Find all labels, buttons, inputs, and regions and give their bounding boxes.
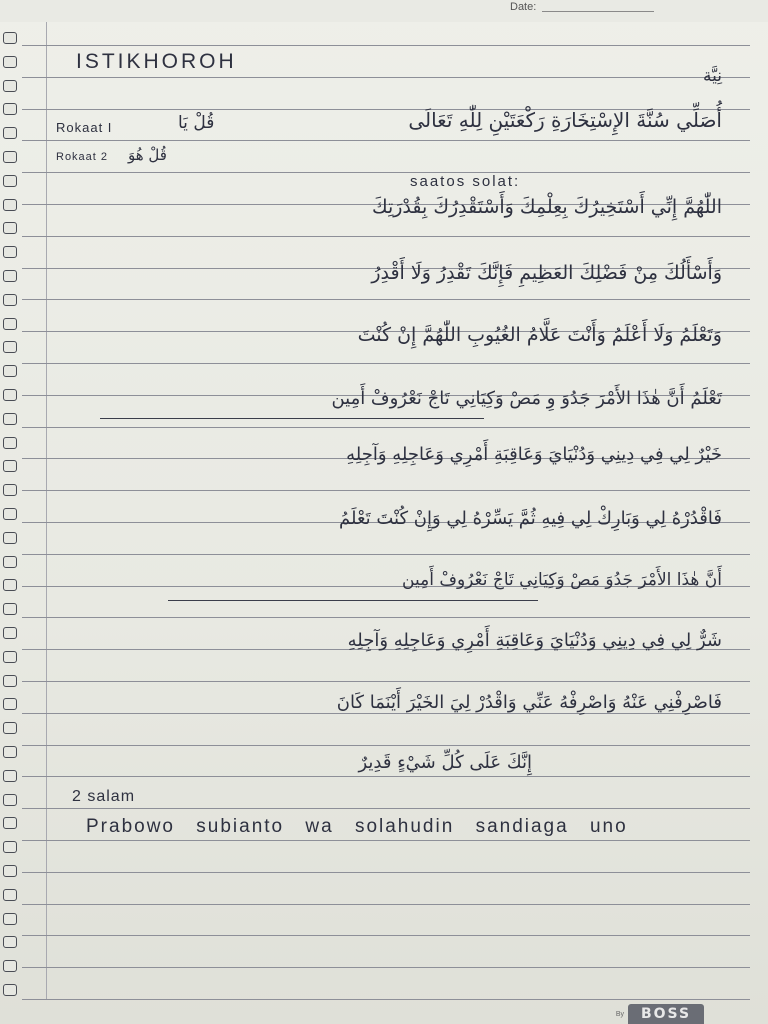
dua-line-1: اللّٰهُمَّ إِنِّي أَسْتَخِيرُكَ بِعِلْمِكَ وَأَسْتَقْدِرُكَ بِقُدْرَتِكَ <box>371 196 722 218</box>
salam-note: 2 salam <box>72 788 136 805</box>
ruled-line <box>22 299 750 300</box>
ruled-line <box>22 967 750 968</box>
dua-line-4: تَعْلَمُ أَنَّ هٰذَا الأَمْرَ جَدُوَ وِ مَصْ وَكِيَانِي تَاجْ نَعْرُوفْ أَمِين <box>331 388 722 409</box>
binding-hole <box>3 841 17 853</box>
date-line <box>542 11 654 12</box>
page-header-strip <box>0 0 768 22</box>
ruled-line <box>22 490 750 491</box>
ruled-line <box>22 172 750 173</box>
dua-line-7: أَنَّ هٰذَا الأَمْرَ جَدُوَ مَصْ وَكِيَانِي تَاجْ نَعْرُوفْ أَمِين <box>402 570 722 590</box>
binding-hole <box>3 103 17 115</box>
dua-line-4-underline <box>100 418 484 419</box>
binding-hole <box>3 80 17 92</box>
ruled-line <box>22 617 750 618</box>
binding-hole <box>3 460 17 472</box>
ruled-line <box>22 236 750 237</box>
binding-hole <box>3 579 17 591</box>
ruled-line <box>22 999 750 1000</box>
dua-line-7-underline <box>168 600 538 601</box>
niyyah-text: أُصَلِّي سُنَّةَ الإِسْتِخَارَةِ رَكْعَتَيْنِ لِلّٰهِ تَعَالَى <box>408 108 722 132</box>
dua-line-2: وَأَسْأَلُكَ مِنْ فَضْلِكَ العَظِيمِ فَإِنَّكَ تَقْدِرُ وَلَا أَقْدِرُ <box>371 262 722 284</box>
binding-hole <box>3 651 17 663</box>
ruled-line <box>22 77 750 78</box>
binding-hole <box>3 32 17 44</box>
ruled-line <box>22 776 750 777</box>
date-label: Date: <box>510 1 537 13</box>
binding-hole <box>3 413 17 425</box>
margin-line <box>46 22 47 1000</box>
rakaat-2-surah: قُلْ هُوَ <box>128 146 167 164</box>
binding-hole <box>3 294 17 306</box>
ruled-line <box>22 745 750 746</box>
binding-hole <box>3 199 17 211</box>
binding-hole <box>3 389 17 401</box>
dua-line-10: إِنَّكَ عَلَى كُلِّ شَيْءٍ قَدِيرٌ <box>358 752 532 773</box>
rakaat-1-surah: قُلْ يَا <box>178 113 215 133</box>
binding-hole <box>3 222 17 234</box>
niyyah-heading: نِيَّة <box>703 66 722 86</box>
spiral-binding <box>0 22 20 1002</box>
binding-hole <box>3 484 17 496</box>
binding-hole <box>3 794 17 806</box>
binding-hole <box>3 865 17 877</box>
ruled-line <box>22 808 750 809</box>
binding-hole <box>3 318 17 330</box>
binding-hole <box>3 984 17 996</box>
ruled-line <box>22 681 750 682</box>
binding-hole <box>3 936 17 948</box>
binding-hole <box>3 675 17 687</box>
dua-line-3: وَتَعْلَمُ وَلَا أَعْلَمُ وَأَنْتَ عَلَّامُ الغُيُوبِ اللّٰهُمَّ إِنْ كُنْتَ <box>357 324 722 346</box>
binding-hole <box>3 627 17 639</box>
ruled-line <box>22 363 750 364</box>
notebook-brand-logo: BOSS <box>628 1004 704 1024</box>
binding-hole <box>3 770 17 782</box>
ruled-line <box>22 935 750 936</box>
binding-hole <box>3 508 17 520</box>
ruled-line <box>22 427 750 428</box>
binding-hole <box>3 603 17 615</box>
rakaat-1-label: Rokaat I <box>56 120 113 135</box>
binding-hole <box>3 341 17 353</box>
binding-hole <box>3 175 17 187</box>
binding-hole <box>3 722 17 734</box>
binding-hole <box>3 817 17 829</box>
binding-hole <box>3 556 17 568</box>
binding-hole <box>3 913 17 925</box>
binding-hole <box>3 698 17 710</box>
dua-line-8: شَرٌّ لِي فِي دِينِي وَدُنْيَايَ وَعَاقِبَةِ أَمْرِي وَعَاجِلِهِ وَآجِلِهِ <box>347 630 722 651</box>
dua-line-9: فَاصْرِفْنِي عَنْهُ وَاصْرِفْهُ عَنِّي وَاقْدُرْ لِيَ الخَيْرَ أَيْنَمَا كَانَ <box>336 692 722 713</box>
ruled-line <box>22 140 750 141</box>
binding-hole <box>3 246 17 258</box>
binding-hole <box>3 746 17 758</box>
dua-line-6: فَاقْدُرْهُ لِي وَبَارِكْ لِي فِيهِ ثُمَّ يَسِّرْهُ لِي وَإِنْ كُنْتَ تَعْلَمُ <box>339 508 722 529</box>
title: ISTIKHOROH <box>76 50 237 73</box>
names-line: Prabowo subianto wa solahudin sandiaga uno <box>86 816 628 837</box>
ruled-line <box>22 713 750 714</box>
ruled-line <box>22 904 750 905</box>
dua-line-5: خَيْرٌ لِي فِي دِينِي وَدُنْيَايَ وَعَاقِبَةِ أَمْرِي وَعَاجِلِهِ وَآجِلِهِ <box>346 444 722 465</box>
binding-hole <box>3 889 17 901</box>
after-prayer-label: saatos solat: <box>410 173 521 190</box>
ruled-line <box>22 45 750 46</box>
binding-hole <box>3 960 17 972</box>
brand-prefix: By <box>615 1011 624 1018</box>
ruled-line <box>22 872 750 873</box>
binding-hole <box>3 437 17 449</box>
binding-hole <box>3 151 17 163</box>
binding-hole <box>3 532 17 544</box>
binding-hole <box>3 270 17 282</box>
ruled-line <box>22 554 750 555</box>
ruled-line <box>22 840 750 841</box>
binding-hole <box>3 365 17 377</box>
rakaat-2-label: Rokaat 2 <box>56 151 109 163</box>
binding-hole <box>3 56 17 68</box>
binding-hole <box>3 127 17 139</box>
